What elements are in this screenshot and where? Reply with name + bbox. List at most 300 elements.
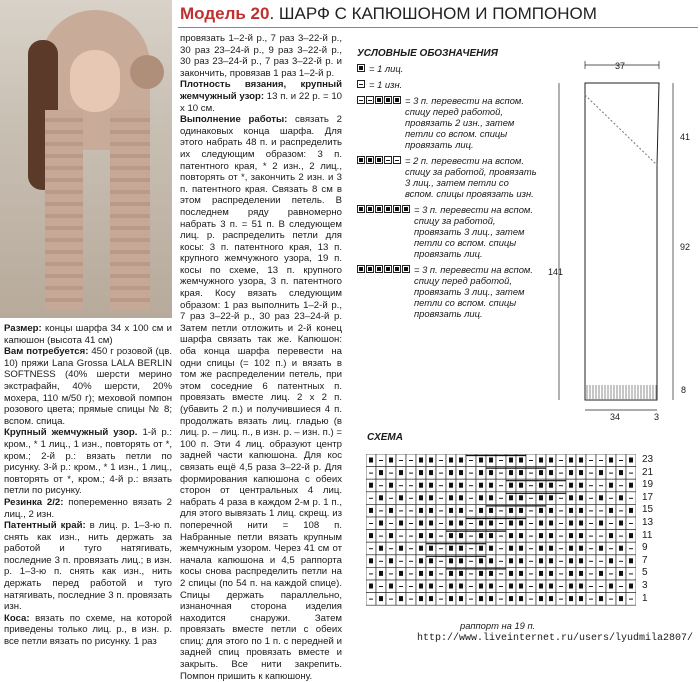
- chart-stitch-mark: [489, 521, 493, 526]
- chart-stitch-mark: [509, 521, 513, 526]
- stitch-symbol-icon: [357, 205, 411, 213]
- chart-stitch-mark: [429, 495, 433, 500]
- chart-stitch-mark: [529, 599, 533, 600]
- chart-stitch-mark: [429, 571, 433, 576]
- chart-stitch-mark: [399, 546, 403, 551]
- legend-item: [357, 155, 537, 199]
- title-rule: [178, 27, 698, 28]
- chart-stitch-mark: [469, 561, 473, 562]
- chart-stitch-mark: [459, 483, 463, 488]
- chart-stitch-mark: [429, 521, 433, 526]
- chart-stitch-mark: [499, 573, 503, 574]
- chart-stitch-mark: [369, 473, 373, 474]
- chart-stitch-mark: [449, 508, 453, 513]
- chart-stitch-mark: [599, 485, 603, 486]
- paragraph-text: 1-й р.: кром., * 1 лиц., 1 изн., повторять от *, кром.; 2-й р.: вязать петли по рисунку. 3-й р.: кром., * 1 изн., 1 лиц., повторять от *, кром.; 4-й р.: вязать петли по рисунку.: [4, 427, 172, 497]
- chart-stitch-mark: [489, 596, 493, 601]
- instructions-column-1: [4, 323, 172, 648]
- legend-text: = 2 п. перевести на вспом. спицу за работой, провязать 3 лиц., затем петли со вспом. спицы провязать изн.: [405, 155, 537, 199]
- stitch-symbol-icon: [357, 156, 402, 164]
- chart-stitch-mark: [389, 483, 393, 488]
- chart-stitch-mark: [559, 523, 563, 524]
- chart-stitch-mark: [589, 498, 593, 499]
- chart-stitch-mark: [559, 586, 563, 587]
- chart-stitch-mark: [559, 473, 563, 474]
- chart-stitch-mark: [459, 546, 463, 551]
- legend-text: = 1 лиц.: [369, 63, 404, 74]
- chart-stitch-mark: [479, 571, 483, 576]
- chart-stitch-mark: [529, 586, 533, 587]
- chart-stitch-mark: [469, 599, 473, 600]
- chart-stitch-mark: [419, 508, 423, 513]
- chart-stitch-mark: [469, 473, 473, 474]
- chart-stitch-mark: [379, 586, 383, 587]
- chart-stitch-mark: [529, 485, 533, 486]
- chart-stitch-mark: [379, 495, 383, 500]
- chart-stitch-mark: [479, 508, 483, 513]
- chart-stitch-mark: [429, 458, 433, 463]
- chart-stitch-mark: [529, 548, 533, 549]
- row-number: 13: [642, 517, 654, 528]
- row-number: 5: [642, 567, 648, 579]
- chart-stitch-mark: [449, 483, 453, 488]
- chart-stitch-mark: [509, 596, 513, 601]
- chart-stitch-mark: [589, 523, 593, 524]
- paragraph-text: попеременно вязать 2 лиц., 2 изн.: [4, 496, 172, 520]
- chart-stitch-mark: [409, 510, 413, 511]
- chart-stitch-mark: [499, 485, 503, 486]
- paragraph-heading: Вам потребуется:: [4, 346, 89, 358]
- chart-stitch-mark: [549, 584, 553, 589]
- chart-stitch-mark: [409, 498, 413, 499]
- dim-rib: 8: [681, 385, 687, 395]
- chart-stitch-mark: [549, 483, 553, 488]
- dim-edge: 3: [654, 412, 660, 422]
- chart-stitch-mark: [499, 523, 503, 524]
- chart-stitch-mark: [369, 573, 373, 574]
- chart-stitch-mark: [499, 460, 503, 461]
- row-number: 3: [642, 580, 648, 591]
- chart-stitch-mark: [519, 546, 523, 551]
- chart-stitch-mark: [449, 533, 453, 538]
- chart-stitch-mark: [499, 536, 503, 537]
- chart-stitch-mark: [589, 561, 593, 562]
- chart-stitch-mark: [589, 510, 593, 511]
- paragraph-text: вязать по схеме, на которой приведены только лиц. р., в изн. р. все петли вязать по рисунку. 1 раз: [4, 612, 172, 648]
- chart-stitch-mark: [599, 495, 603, 500]
- legend-text: = 3 п. перевести на вспом. спицу за работой, провязать 3 лиц., затем петли со вспом. спицы провязать лиц.: [414, 204, 533, 259]
- rapport-label: раппорт на 19 п.: [460, 620, 536, 631]
- chart-stitch-mark: [629, 508, 633, 513]
- chart-stitch-mark: [369, 483, 373, 488]
- chart-stitch-mark: [609, 523, 613, 524]
- chart-stitch-mark: [489, 483, 493, 488]
- chart-stitch-mark: [389, 508, 393, 513]
- chart-stitch-mark: [429, 596, 433, 601]
- paragraph-text: провязать 1–2-й р., 7 раз 3–22-й р., 30 раз 23–24-й р., 9 раз 3–22-й р., 30 раз 23–24-й р., 7 раз 3–22-й р. и закончить, провязав 1 раз 1–2-й р.: [180, 33, 342, 79]
- chart-stitch-mark: [509, 470, 513, 475]
- row-number: 21: [642, 466, 654, 478]
- chart-stitch-mark: [579, 533, 583, 538]
- chart-stitch-mark: [489, 495, 493, 500]
- chart-stitch-mark: [539, 533, 543, 538]
- chart-stitch-mark: [499, 548, 503, 549]
- chart-stitch-mark: [589, 536, 593, 537]
- chart-stitch-mark: [389, 558, 393, 563]
- chart-stitch-mark: [589, 586, 593, 587]
- chart-stitch-mark: [609, 548, 613, 549]
- chart-stitch-mark: [529, 561, 533, 562]
- chart-stitch-mark: [559, 460, 563, 461]
- chart-stitch-mark: [569, 495, 573, 500]
- chart-stitch-mark: [439, 510, 443, 511]
- chart-stitch-mark: [379, 521, 383, 526]
- row-number: 7: [642, 554, 648, 566]
- chart-stitch-mark: [619, 546, 623, 551]
- chart-stitch-mark: [539, 546, 543, 551]
- chart-stitch-mark: [409, 523, 413, 524]
- chart-stitch-mark: [569, 508, 573, 513]
- chart-stitch-mark: [549, 558, 553, 563]
- chart-stitch-mark: [419, 584, 423, 589]
- chart-stitch-mark: [579, 584, 583, 589]
- chart-stitch-mark: [579, 508, 583, 513]
- chart-stitch-mark: [539, 458, 543, 463]
- chart-stitch-mark: [519, 470, 523, 475]
- chart-stitch-mark: [579, 571, 583, 576]
- chart-stitch-mark: [399, 521, 403, 526]
- chart-stitch-mark: [489, 558, 493, 563]
- chart-stitch-mark: [509, 533, 513, 538]
- paragraph-heading: Резинка 2/2:: [4, 496, 64, 508]
- chart-stitch-mark: [519, 596, 523, 601]
- chart-stitch-mark: [609, 458, 613, 463]
- chart-stitch-mark: [379, 546, 383, 551]
- instructions-column-2: [180, 33, 342, 682]
- chart-stitch-mark: [399, 536, 403, 537]
- chart-stitch-mark: [409, 485, 413, 486]
- chart-stitch-mark: [559, 485, 563, 486]
- chart-stitch-mark: [449, 584, 453, 589]
- chart-stitch-mark: [519, 521, 523, 526]
- chart-stitch-mark: [619, 521, 623, 526]
- chart-stitch-mark: [529, 460, 533, 461]
- chart-stitch-mark: [489, 571, 493, 576]
- chart-stitch-mark: [459, 508, 463, 513]
- paragraph-heading: Патентный край:: [4, 520, 86, 532]
- chart-stitch-mark: [419, 483, 423, 488]
- chart-stitch-mark: [589, 473, 593, 474]
- chart-stitch-mark: [559, 536, 563, 537]
- legend: [357, 48, 537, 324]
- chart-stitch-mark: [609, 473, 613, 474]
- chart-stitch-mark: [519, 558, 523, 563]
- paragraph-text: 13 п. и 22 р. = 10 х 10 см.: [180, 90, 342, 114]
- chart-stitch-mark: [479, 483, 483, 488]
- chart-stitch-mark: [419, 546, 423, 551]
- chart-stitch-mark: [559, 548, 563, 549]
- paragraph-heading: Выполнение работы:: [180, 114, 288, 126]
- chart-stitch-mark: [439, 473, 443, 474]
- paragraph-text: в лиц. р. 1–3-ю п. снять как изн., нить держать за работой и туго натягивать, последние 3 п. провязать лиц.; в изн. р. 1–3-ю п. снять как изн., нить держать перед работой и туго натягивать, последние 3 п. провязать изн.: [4, 520, 172, 613]
- chart-stitch-mark: [369, 599, 373, 600]
- chart-stitch-mark: [509, 508, 513, 513]
- chart-stitch-mark: [439, 523, 443, 524]
- chart-stitch-mark: [589, 485, 593, 486]
- chart-stitch-mark: [469, 485, 473, 486]
- chart-stitch-mark: [469, 586, 473, 587]
- chart-stitch-mark: [609, 508, 613, 513]
- chart-stitch-mark: [569, 533, 573, 538]
- chart-stitch-mark: [469, 460, 473, 461]
- chart-stitch-mark: [609, 483, 613, 488]
- chart-stitch-mark: [539, 508, 543, 513]
- chart-stitch-mark: [419, 521, 423, 526]
- row-number: 1: [642, 592, 648, 604]
- chart-stitch-mark: [419, 495, 423, 500]
- chart-stitch-mark: [379, 510, 383, 511]
- chart-stitch-mark: [629, 533, 633, 538]
- chart-stitch-mark: [629, 548, 633, 549]
- chart-stitch-mark: [609, 558, 613, 563]
- legend-item: [357, 264, 537, 319]
- chart-stitch-mark: [629, 558, 633, 563]
- chart-stitch-mark: [409, 460, 413, 461]
- paragraph: [180, 79, 342, 114]
- paragraph-heading: Плотность вязания, крупный жемчужный узор:: [180, 79, 342, 102]
- chart-stitch-mark: [579, 458, 583, 463]
- chart-stitch-mark: [569, 558, 573, 563]
- chart-stitch-mark: [379, 536, 383, 537]
- chart-stitch-mark: [419, 558, 423, 563]
- chart-stitch-mark: [619, 596, 623, 601]
- model-photo: [0, 0, 172, 318]
- chart-stitch-mark: [629, 584, 633, 589]
- chart-stitch-mark: [379, 485, 383, 486]
- chart-stitch-mark: [509, 483, 513, 488]
- chart-stitch-mark: [409, 473, 413, 474]
- chart-stitch-mark: [479, 558, 483, 563]
- chart-stitch-mark: [499, 498, 503, 499]
- chart-stitch-mark: [389, 458, 393, 463]
- chart-stitch-mark: [489, 546, 493, 551]
- chart-stitch-mark: [619, 586, 623, 587]
- chart-stitch-mark: [459, 521, 463, 526]
- chart-stitch-mark: [549, 533, 553, 538]
- chart-stitch-mark: [369, 458, 373, 463]
- row-numbers: [640, 454, 680, 614]
- chart-stitch-mark: [569, 521, 573, 526]
- chart-stitch-mark: [579, 521, 583, 526]
- chart-stitch-mark: [449, 596, 453, 601]
- legend-item: [357, 95, 537, 150]
- paragraph: [4, 346, 172, 427]
- chart-stitch-mark: [479, 521, 483, 526]
- chart-stitch-mark: [599, 561, 603, 562]
- chart-stitch-mark: [559, 510, 563, 511]
- chart-stitch-mark: [369, 548, 373, 549]
- knitting-chart: [366, 454, 636, 614]
- chart-stitch-mark: [489, 458, 493, 463]
- chart-stitch-mark: [579, 596, 583, 601]
- chart-stitch-mark: [479, 470, 483, 475]
- chart-stitch-mark: [619, 571, 623, 576]
- chart-stitch-mark: [599, 586, 603, 587]
- chart-stitch-mark: [369, 523, 373, 524]
- paragraph-heading: Коса:: [4, 612, 30, 624]
- paragraph: [4, 323, 172, 346]
- chart-stitch-mark: [459, 470, 463, 475]
- chart-stitch-mark: [379, 460, 383, 461]
- chart-stitch-mark: [619, 495, 623, 500]
- chart-stitch-mark: [469, 510, 473, 511]
- chart-stitch-mark: [399, 586, 403, 587]
- chart-stitch-mark: [529, 473, 533, 474]
- chart-stitch-mark: [539, 584, 543, 589]
- legend-heading: УСЛОВНЫЕ ОБОЗНАЧЕНИЯ: [357, 48, 498, 59]
- chart-stitch-mark: [569, 458, 573, 463]
- paragraph-heading: Размер:: [4, 323, 42, 334]
- row-number: 11: [642, 529, 653, 541]
- stitch-symbol-icon: [357, 265, 411, 273]
- chart-stitch-mark: [499, 473, 503, 474]
- chart-stitch-mark: [609, 584, 613, 589]
- chart-stitch-mark: [429, 470, 433, 475]
- dim-total: 141: [548, 267, 564, 277]
- chart-stitch-mark: [539, 470, 543, 475]
- chart-stitch-mark: [409, 586, 413, 587]
- chart-stitch-mark: [519, 584, 523, 589]
- chart-stitch-mark: [599, 571, 603, 576]
- chart-stitch-mark: [439, 599, 443, 600]
- chart-stitch-mark: [439, 548, 443, 549]
- legend-text: = 3 п. перевести на вспом. спицу перед работой, провязать 2 изн., затем петли со вспом. спицы провязать лиц.: [405, 95, 524, 150]
- chart-stitch-mark: [439, 573, 443, 574]
- chart-stitch-mark: [449, 521, 453, 526]
- chart-stitch-mark: [599, 546, 603, 551]
- chart-stitch-mark: [629, 458, 633, 463]
- dim-width: 34: [610, 412, 621, 422]
- paragraph-text: связать 2 одинаковых конца шарфа. Для этого набрать 48 п. и распределить их следующим образом: 3 п. патентного края, * 2 изн., 2 лиц., повторять от *, закончить 2 изн. и 3 п. патентного края. Связать 8 см в этом распределении петель. В последнем ряду равномерно набрать 3 п. = 51 п. В следующем лиц. р. распределить петли для косы: 3 п. патентного края, 13 п. крупного жемчужного узора, 19 п. косы по схеме, 13 п. крупного жемчужного узора, 3 п. патентного края. Косу вязать следующим образом: 1 раз выполнить 1–2-й р., 7 раз 3–22-й р., 30 раз 23–24-й р. Затем петли отложить и 2-й конец шарфа связать так же. Капюшон: оба конца шарфа перевести на одни спицы (= 102 п.) и вязать в том же распределении петель, при этом соседние 6 патентных п. провязать вместе лиц. 2 х 2 п. (убавить 2 п.) и получившиеся 4 п. продолжать вязать лиц. гладью (в лиц. р. – лиц. п., в изн. р. – изн. п.) = 100 п. Эти 4 лиц. образуют центр задней части капюшона. Для кос связать ещё 4,5 раза 3–22-й р. Для формирования капюшона с обеих сторон от центральных 4 лиц. набрать 4 раза в каждом 2-м р. 1 п., для этого вывязать 1 лиц. скрещ. из поперечной нити = 108 п. Набранные петли вязать крупным жемчужным узором. Через 41 см от начала капюшона и 4,5 раппорта косы снова распределить петли на 2 спицы (по 54 п. на каждой спице). Спицы держать параллельно, изнаночная сторона изделия находится снаружи. Затем провязать вместе петли с обеих спиц: для этого по 1 п. с передней и задней спиц провязать вместе и закрыть. Все нити закрепить. Помпон пришить к капюшону.: [180, 114, 342, 682]
- chart-stitch-mark: [459, 571, 463, 576]
- chart-stitch-mark: [549, 508, 553, 513]
- chart-stitch-mark: [429, 546, 433, 551]
- chart-stitch-mark: [479, 458, 483, 463]
- legend-item: [357, 204, 537, 259]
- schematic-diagram: [545, 55, 695, 425]
- chart-stitch-mark: [539, 596, 543, 601]
- chart-stitch-mark: [469, 498, 473, 499]
- chart-stitch-mark: [629, 573, 633, 574]
- chart-stitch-mark: [499, 599, 503, 600]
- chart-stitch-mark: [519, 571, 523, 576]
- chart-stitch-mark: [379, 596, 383, 601]
- chart-stitch-mark: [509, 584, 513, 589]
- chart-stitch-mark: [549, 546, 553, 551]
- paragraph: [180, 33, 342, 79]
- row-number: 19: [642, 479, 654, 491]
- chart-stitch-mark: [579, 495, 583, 500]
- paragraph: [4, 427, 172, 497]
- chart-stitch-mark: [419, 596, 423, 601]
- chart-stitch-mark: [479, 584, 483, 589]
- chart-stitch-mark: [509, 571, 513, 576]
- chart-stitch-mark: [399, 485, 403, 486]
- chart-stitch-mark: [579, 558, 583, 563]
- chart-stitch-mark: [559, 498, 563, 499]
- chart-stitch-mark: [619, 485, 623, 486]
- chart-stitch-mark: [599, 536, 603, 537]
- chart-stitch-mark: [629, 498, 633, 499]
- chart-stitch-mark: [389, 573, 393, 574]
- chart-stitch-mark: [569, 470, 573, 475]
- chart-stitch-mark: [429, 584, 433, 589]
- chart-stitch-mark: [549, 495, 553, 500]
- chart-stitch-mark: [469, 573, 473, 574]
- chart-stitch-mark: [539, 483, 543, 488]
- chart-stitch-mark: [369, 498, 373, 499]
- chart-stitch-mark: [519, 495, 523, 500]
- chart-stitch-mark: [389, 498, 393, 499]
- chart-stitch-mark: [609, 498, 613, 499]
- row-number: 9: [642, 542, 648, 554]
- chart-stitch-mark: [569, 584, 573, 589]
- chart-stitch-mark: [429, 533, 433, 538]
- chart-stitch-mark: [529, 498, 533, 499]
- chart-stitch-mark: [529, 510, 533, 511]
- chart-stitch-mark: [369, 584, 373, 589]
- chart-stitch-mark: [479, 596, 483, 601]
- chart-stitch-mark: [369, 558, 373, 563]
- chart-stitch-mark: [509, 546, 513, 551]
- chart-stitch-mark: [609, 573, 613, 574]
- chart-stitch-mark: [529, 523, 533, 524]
- chart-stitch-mark: [449, 546, 453, 551]
- chart-stitch-mark: [439, 536, 443, 537]
- chart-stitch-mark: [419, 571, 423, 576]
- dim-body: 92: [680, 242, 691, 252]
- chart-stitch-mark: [369, 508, 373, 513]
- chart-stitch-mark: [459, 533, 463, 538]
- chart-stitch-mark: [619, 460, 623, 461]
- chart-stitch-mark: [619, 510, 623, 511]
- chart-stitch-mark: [369, 533, 373, 538]
- chart-stitch-mark: [409, 561, 413, 562]
- chart-label: СХЕМА: [367, 432, 403, 443]
- chart-stitch-mark: [459, 584, 463, 589]
- chart-stitch-mark: [499, 586, 503, 587]
- chart-stitch-mark: [529, 536, 533, 537]
- paragraph: [180, 114, 342, 682]
- chart-stitch-mark: [479, 495, 483, 500]
- chart-stitch-mark: [389, 584, 393, 589]
- chart-stitch-mark: [549, 571, 553, 576]
- chart-stitch-mark: [539, 495, 543, 500]
- chart-stitch-mark: [489, 533, 493, 538]
- chart-stitch-mark: [629, 599, 633, 600]
- chart-stitch-mark: [389, 533, 393, 538]
- chart-stitch-mark: [599, 521, 603, 526]
- chart-stitch-mark: [579, 546, 583, 551]
- paragraph: [4, 613, 172, 648]
- row-number: 17: [642, 491, 654, 503]
- chart-stitch-mark: [449, 458, 453, 463]
- chart-stitch-mark: [439, 586, 443, 587]
- paragraph-text: концы шарфа 34 х 100 см и капюшон (высота 41 см): [4, 323, 172, 346]
- chart-stitch-mark: [549, 521, 553, 526]
- chart-stitch-mark: [619, 561, 623, 562]
- chart-stitch-mark: [519, 508, 523, 513]
